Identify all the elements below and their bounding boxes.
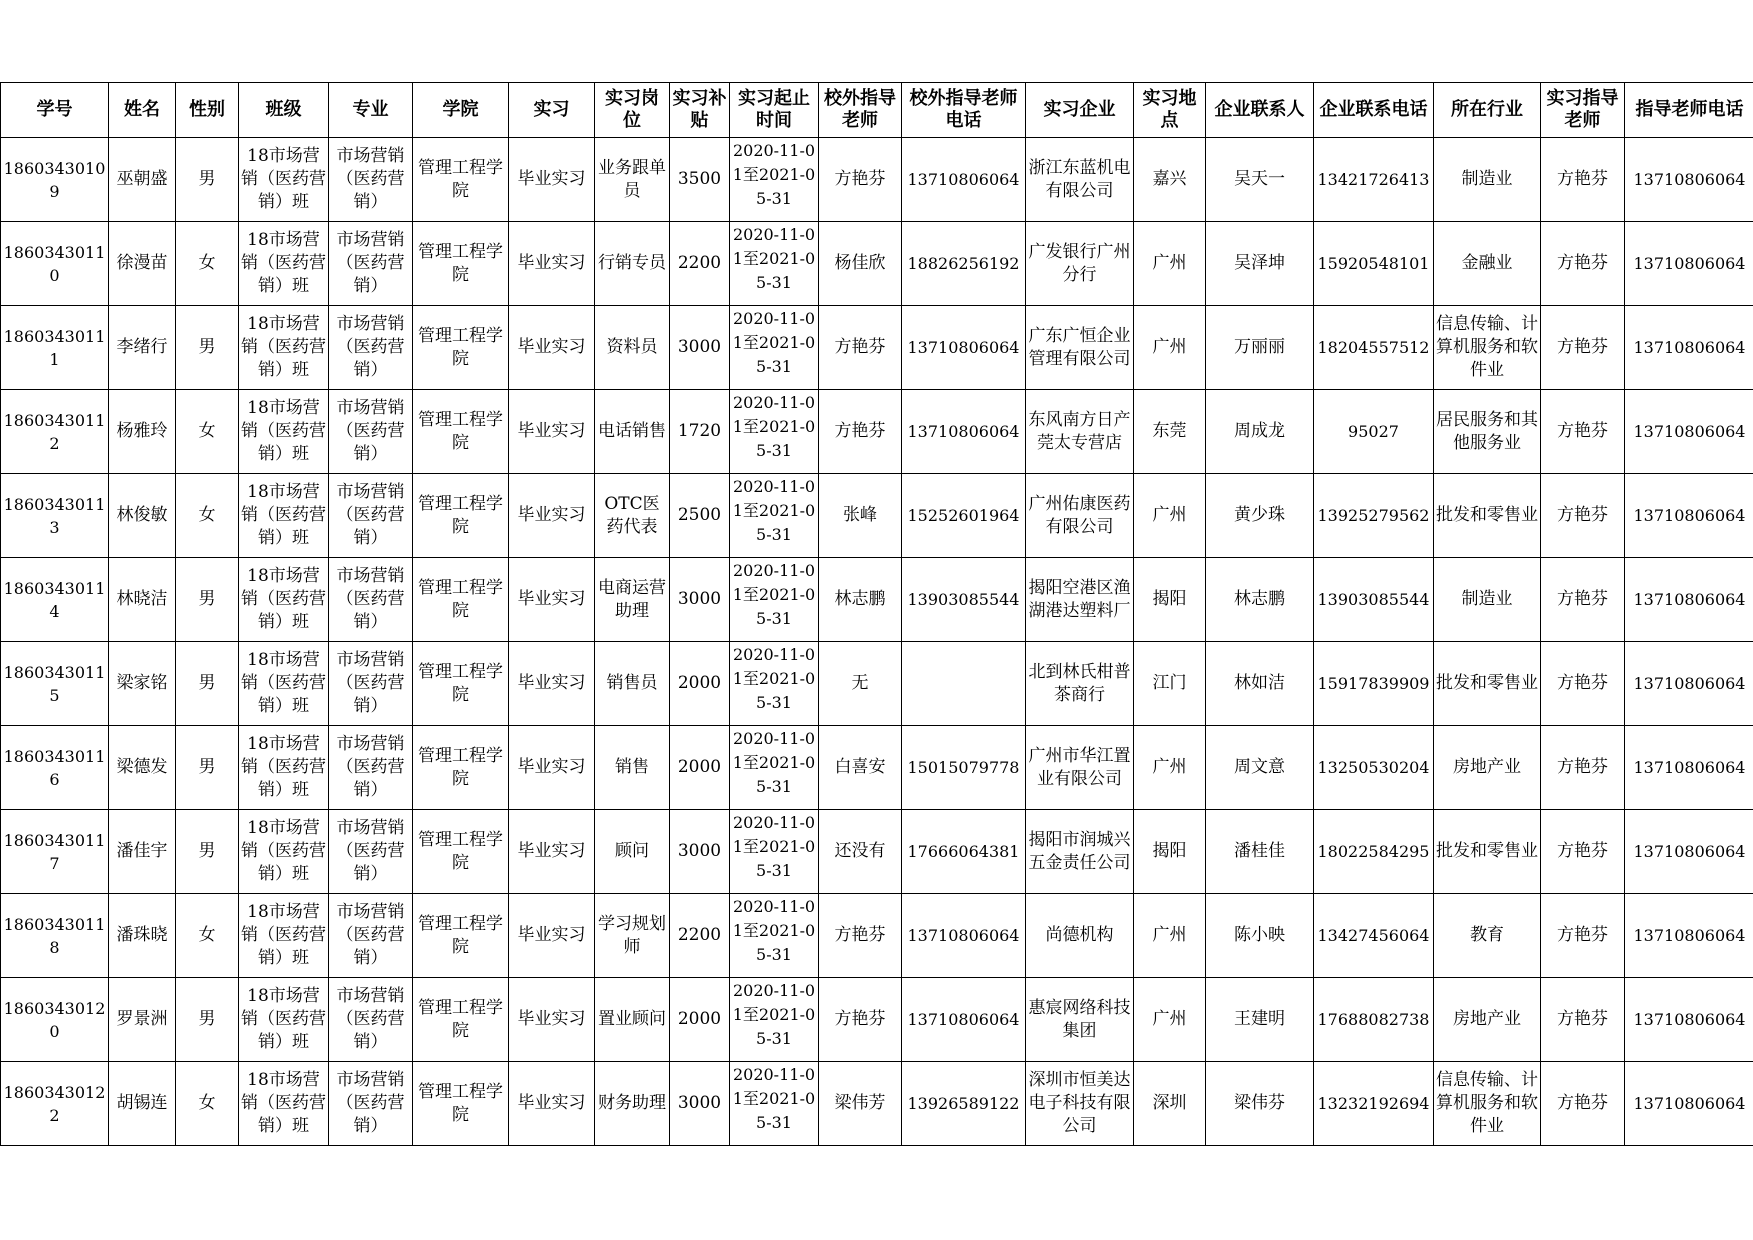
table-row [1, 306, 1753, 390]
cell-industry: 批发和零售业 [1434, 474, 1541, 558]
cell-college: 管理工程学院 [413, 558, 509, 642]
cell-advisor-phone: 13710806064 [1625, 222, 1753, 306]
cell-gender: 男 [176, 978, 239, 1062]
cell-period [730, 642, 819, 726]
cell-college: 管理工程学院 [413, 306, 509, 390]
period-text: 2020-11-01至2021-05-31 [732, 477, 816, 544]
cell-class: 18市场营销（医药营销）班 [239, 642, 329, 726]
table-row [1, 474, 1753, 558]
cell-location: 广州 [1134, 978, 1206, 1062]
cell-name: 梁德发 [109, 726, 176, 810]
cell-name: 潘珠晓 [109, 894, 176, 978]
cell-position: 业务跟单员 [595, 138, 670, 222]
cell-company: 北到林氏柑普茶商行 [1026, 642, 1134, 726]
cell-industry: 房地产业 [1434, 978, 1541, 1062]
cell-external-advisor: 张峰 [819, 474, 902, 558]
cell-name: 林俊敏 [109, 474, 176, 558]
cell-advisor-phone: 13710806064 [1625, 1062, 1753, 1146]
cell-subsidy: 3000 [670, 810, 730, 894]
cell-advisor: 方艳芬 [1541, 222, 1625, 306]
table-row [1, 894, 1753, 978]
column-header-period: 实习起止时间 [730, 83, 819, 138]
cell-advisor: 方艳芬 [1541, 558, 1625, 642]
cell-college: 管理工程学院 [413, 1062, 509, 1146]
period-text: 2020-11-01至2021-05-31 [732, 393, 816, 460]
column-header-external-advisor-phone: 校外指导老师电话 [902, 83, 1026, 138]
cell-position: 置业顾问 [595, 978, 670, 1062]
cell-external-advisor-phone: 13710806064 [902, 390, 1026, 474]
cell-gender: 男 [176, 810, 239, 894]
cell-company-phone: 13250530204 [1314, 726, 1434, 810]
cell-name: 李绪行 [109, 306, 176, 390]
cell-external-advisor: 方艳芬 [819, 894, 902, 978]
table-row [1, 558, 1753, 642]
cell-subsidy: 2000 [670, 726, 730, 810]
cell-company: 深圳市恒美达电子科技有限公司 [1026, 1062, 1134, 1146]
cell-major: 市场营销（医药营销） [329, 642, 413, 726]
table-row [1, 1062, 1753, 1146]
cell-location: 广州 [1134, 894, 1206, 978]
cell-external-advisor-phone: 13710806064 [902, 306, 1026, 390]
cell-industry: 教育 [1434, 894, 1541, 978]
cell-college: 管理工程学院 [413, 138, 509, 222]
cell-gender: 女 [176, 1062, 239, 1146]
cell-external-advisor: 方艳芬 [819, 306, 902, 390]
cell-advisor: 方艳芬 [1541, 894, 1625, 978]
column-header-gender: 性别 [176, 83, 239, 138]
cell-external-advisor-phone: 13926589122 [902, 1062, 1026, 1146]
cell-class: 18市场营销（医药营销）班 [239, 474, 329, 558]
cell-advisor-phone: 13710806064 [1625, 474, 1753, 558]
column-header-class: 班级 [239, 83, 329, 138]
period-text: 2020-11-01至2021-05-31 [732, 981, 816, 1048]
cell-college: 管理工程学院 [413, 810, 509, 894]
cell-major: 市场营销（医药营销） [329, 138, 413, 222]
cell-name: 巫朝盛 [109, 138, 176, 222]
cell-industry: 批发和零售业 [1434, 810, 1541, 894]
cell-company-phone: 15920548101 [1314, 222, 1434, 306]
cell-company-phone: 13421726413 [1314, 138, 1434, 222]
cell-external-advisor-phone: 15252601964 [902, 474, 1026, 558]
cell-class: 18市场营销（医药营销）班 [239, 138, 329, 222]
cell-college: 管理工程学院 [413, 474, 509, 558]
period-text: 2020-11-01至2021-05-31 [732, 1065, 816, 1132]
cell-position: 销售员 [595, 642, 670, 726]
column-header-location: 实习地点 [1134, 83, 1206, 138]
cell-class: 18市场营销（医药营销）班 [239, 726, 329, 810]
table-header-row [1, 83, 1753, 138]
cell-company: 广东广恒企业管理有限公司 [1026, 306, 1134, 390]
cell-location: 揭阳 [1134, 558, 1206, 642]
cell-company-phone: 95027 [1314, 390, 1434, 474]
cell-industry: 房地产业 [1434, 726, 1541, 810]
cell-advisor-phone: 13710806064 [1625, 978, 1753, 1062]
column-header-advisor: 实习指导老师 [1541, 83, 1625, 138]
cell-major: 市场营销（医药营销） [329, 810, 413, 894]
cell-major: 市场营销（医药营销） [329, 894, 413, 978]
cell-company: 广发银行广州分行 [1026, 222, 1134, 306]
cell-company: 广州佑康医药有限公司 [1026, 474, 1134, 558]
cell-major: 市场营销（医药营销） [329, 390, 413, 474]
cell-company: 东风南方日产莞太专营店 [1026, 390, 1134, 474]
column-header-student-id: 学号 [1, 83, 109, 138]
cell-gender: 女 [176, 222, 239, 306]
cell-position: 顾问 [595, 810, 670, 894]
cell-location: 嘉兴 [1134, 138, 1206, 222]
cell-position: 财务助理 [595, 1062, 670, 1146]
cell-company-contact: 潘桂佳 [1206, 810, 1314, 894]
cell-gender: 男 [176, 138, 239, 222]
cell-period [730, 558, 819, 642]
cell-major: 市场营销（医药营销） [329, 726, 413, 810]
cell-class: 18市场营销（医药营销）班 [239, 390, 329, 474]
cell-major: 市场营销（医药营销） [329, 222, 413, 306]
cell-external-advisor-phone: 13710806064 [902, 894, 1026, 978]
cell-period [730, 1062, 819, 1146]
column-header-company-phone: 企业联系电话 [1314, 83, 1434, 138]
cell-company: 浙江东蓝机电有限公司 [1026, 138, 1134, 222]
cell-student-id: 18603430113 [1, 474, 109, 558]
cell-company-contact: 王建明 [1206, 978, 1314, 1062]
column-header-subsidy: 实习补贴 [670, 83, 730, 138]
cell-company: 广州市华江置业有限公司 [1026, 726, 1134, 810]
cell-period [730, 810, 819, 894]
cell-period [730, 726, 819, 810]
cell-class: 18市场营销（医药营销）班 [239, 978, 329, 1062]
cell-subsidy: 2000 [670, 642, 730, 726]
column-header-college: 学院 [413, 83, 509, 138]
cell-external-advisor: 无 [819, 642, 902, 726]
cell-period [730, 978, 819, 1062]
cell-location: 江门 [1134, 642, 1206, 726]
cell-position: 销售 [595, 726, 670, 810]
cell-gender: 男 [176, 726, 239, 810]
cell-external-advisor: 方艳芬 [819, 390, 902, 474]
cell-internship-type: 毕业实习 [509, 726, 595, 810]
cell-company-phone: 13925279562 [1314, 474, 1434, 558]
cell-name: 潘佳宇 [109, 810, 176, 894]
cell-advisor: 方艳芬 [1541, 474, 1625, 558]
cell-industry: 制造业 [1434, 558, 1541, 642]
cell-student-id: 18603430122 [1, 1062, 109, 1146]
cell-internship-type: 毕业实习 [509, 894, 595, 978]
cell-period [730, 306, 819, 390]
cell-student-id: 18603430110 [1, 222, 109, 306]
cell-subsidy: 3000 [670, 558, 730, 642]
cell-period [730, 222, 819, 306]
cell-student-id: 18603430117 [1, 810, 109, 894]
cell-internship-type: 毕业实习 [509, 1062, 595, 1146]
cell-class: 18市场营销（医药营销）班 [239, 558, 329, 642]
cell-college: 管理工程学院 [413, 222, 509, 306]
cell-name: 胡锡连 [109, 1062, 176, 1146]
cell-external-advisor-phone: 18826256192 [902, 222, 1026, 306]
cell-internship-type: 毕业实习 [509, 138, 595, 222]
cell-advisor: 方艳芬 [1541, 1062, 1625, 1146]
cell-external-advisor-phone: 15015079778 [902, 726, 1026, 810]
cell-company-phone: 18204557512 [1314, 306, 1434, 390]
period-text: 2020-11-01至2021-05-31 [732, 897, 816, 964]
cell-name: 梁家铭 [109, 642, 176, 726]
cell-position: 电商运营助理 [595, 558, 670, 642]
cell-company-phone: 15917839909 [1314, 642, 1434, 726]
cell-student-id: 18603430109 [1, 138, 109, 222]
cell-internship-type: 毕业实习 [509, 306, 595, 390]
cell-company: 惠宸网络科技集团 [1026, 978, 1134, 1062]
cell-company: 尚德机构 [1026, 894, 1134, 978]
cell-external-advisor-phone: 17666064381 [902, 810, 1026, 894]
cell-period [730, 390, 819, 474]
cell-company-contact: 林如洁 [1206, 642, 1314, 726]
cell-company-phone: 17688082738 [1314, 978, 1434, 1062]
cell-position: 电话销售 [595, 390, 670, 474]
column-header-name: 姓名 [109, 83, 176, 138]
cell-industry: 金融业 [1434, 222, 1541, 306]
period-text: 2020-11-01至2021-05-31 [732, 561, 816, 628]
cell-student-id: 18603430115 [1, 642, 109, 726]
cell-company-phone: 13427456064 [1314, 894, 1434, 978]
cell-subsidy: 1720 [670, 390, 730, 474]
cell-subsidy: 2500 [670, 474, 730, 558]
cell-name: 徐漫苗 [109, 222, 176, 306]
table-body [1, 138, 1753, 1146]
period-text: 2020-11-01至2021-05-31 [732, 225, 816, 292]
cell-external-advisor-phone: 13710806064 [902, 138, 1026, 222]
table-row [1, 222, 1753, 306]
cell-advisor: 方艳芬 [1541, 642, 1625, 726]
cell-company-contact: 吴泽坤 [1206, 222, 1314, 306]
cell-internship-type: 毕业实习 [509, 474, 595, 558]
cell-advisor: 方艳芬 [1541, 810, 1625, 894]
cell-subsidy: 2000 [670, 978, 730, 1062]
cell-major: 市场营销（医药营销） [329, 474, 413, 558]
cell-position: 学习规划师 [595, 894, 670, 978]
cell-company-phone: 13232192694 [1314, 1062, 1434, 1146]
cell-location: 广州 [1134, 474, 1206, 558]
cell-student-id: 18603430118 [1, 894, 109, 978]
cell-advisor: 方艳芬 [1541, 138, 1625, 222]
cell-company-contact: 黄少珠 [1206, 474, 1314, 558]
cell-external-advisor: 白喜安 [819, 726, 902, 810]
cell-location: 揭阳 [1134, 810, 1206, 894]
cell-class: 18市场营销（医药营销）班 [239, 306, 329, 390]
table-row [1, 810, 1753, 894]
cell-external-advisor: 还没有 [819, 810, 902, 894]
cell-company-contact: 林志鹏 [1206, 558, 1314, 642]
cell-location: 东莞 [1134, 390, 1206, 474]
cell-company-contact: 梁伟芬 [1206, 1062, 1314, 1146]
cell-subsidy: 2200 [670, 222, 730, 306]
cell-external-advisor: 方艳芬 [819, 138, 902, 222]
cell-subsidy: 2200 [670, 894, 730, 978]
cell-name: 杨雅玲 [109, 390, 176, 474]
cell-external-advisor: 方艳芬 [819, 978, 902, 1062]
cell-gender: 女 [176, 894, 239, 978]
cell-advisor: 方艳芬 [1541, 726, 1625, 810]
cell-internship-type: 毕业实习 [509, 642, 595, 726]
cell-location: 深圳 [1134, 1062, 1206, 1146]
cell-college: 管理工程学院 [413, 894, 509, 978]
cell-student-id: 18603430111 [1, 306, 109, 390]
cell-advisor-phone: 13710806064 [1625, 390, 1753, 474]
cell-major: 市场营销（医药营销） [329, 978, 413, 1062]
cell-subsidy: 3500 [670, 138, 730, 222]
column-header-internship-type: 实习 [509, 83, 595, 138]
cell-external-advisor-phone: 13710806064 [902, 978, 1026, 1062]
table-row [1, 978, 1753, 1062]
cell-gender: 男 [176, 642, 239, 726]
cell-location: 广州 [1134, 306, 1206, 390]
cell-college: 管理工程学院 [413, 642, 509, 726]
column-header-position: 实习岗位 [595, 83, 670, 138]
cell-advisor-phone: 13710806064 [1625, 810, 1753, 894]
cell-external-advisor-phone [902, 642, 1026, 726]
period-text: 2020-11-01至2021-05-31 [732, 141, 816, 208]
internship-table [0, 82, 1753, 1146]
cell-industry: 批发和零售业 [1434, 642, 1541, 726]
cell-company-contact: 周成龙 [1206, 390, 1314, 474]
table-row [1, 726, 1753, 810]
cell-student-id: 18603430120 [1, 978, 109, 1062]
cell-company-phone: 18022584295 [1314, 810, 1434, 894]
cell-company-contact: 周文意 [1206, 726, 1314, 810]
cell-location: 广州 [1134, 726, 1206, 810]
cell-internship-type: 毕业实习 [509, 810, 595, 894]
cell-subsidy: 3000 [670, 306, 730, 390]
cell-company: 揭阳市润城兴五金责任公司 [1026, 810, 1134, 894]
cell-company: 揭阳空港区渔湖港达塑料厂 [1026, 558, 1134, 642]
cell-external-advisor: 林志鹏 [819, 558, 902, 642]
column-header-industry: 所在行业 [1434, 83, 1541, 138]
cell-advisor: 方艳芬 [1541, 390, 1625, 474]
cell-internship-type: 毕业实习 [509, 222, 595, 306]
cell-major: 市场营销（医药营销） [329, 306, 413, 390]
cell-major: 市场营销（医药营销） [329, 1062, 413, 1146]
cell-company-phone: 13903085544 [1314, 558, 1434, 642]
cell-company-contact: 吴天一 [1206, 138, 1314, 222]
cell-internship-type: 毕业实习 [509, 558, 595, 642]
cell-position: 行销专员 [595, 222, 670, 306]
cell-location: 广州 [1134, 222, 1206, 306]
column-header-advisor-phone: 指导老师电话 [1625, 83, 1753, 138]
cell-class: 18市场营销（医药营销）班 [239, 894, 329, 978]
period-text: 2020-11-01至2021-05-31 [732, 729, 816, 796]
cell-period [730, 138, 819, 222]
cell-advisor: 方艳芬 [1541, 306, 1625, 390]
column-header-company-contact: 企业联系人 [1206, 83, 1314, 138]
cell-external-advisor: 梁伟芳 [819, 1062, 902, 1146]
cell-student-id: 18603430116 [1, 726, 109, 810]
cell-company-contact: 万丽丽 [1206, 306, 1314, 390]
cell-advisor-phone: 13710806064 [1625, 642, 1753, 726]
cell-internship-type: 毕业实习 [509, 978, 595, 1062]
cell-class: 18市场营销（医药营销）班 [239, 1062, 329, 1146]
period-text: 2020-11-01至2021-05-31 [732, 309, 816, 376]
cell-class: 18市场营销（医药营销）班 [239, 810, 329, 894]
cell-period [730, 474, 819, 558]
cell-period [730, 894, 819, 978]
cell-industry: 信息传输、计算机服务和软件业 [1434, 1062, 1541, 1146]
column-header-company: 实习企业 [1026, 83, 1134, 138]
cell-position: 资料员 [595, 306, 670, 390]
cell-external-advisor: 杨佳欣 [819, 222, 902, 306]
cell-college: 管理工程学院 [413, 978, 509, 1062]
cell-advisor-phone: 13710806064 [1625, 726, 1753, 810]
cell-advisor-phone: 13710806064 [1625, 306, 1753, 390]
period-text: 2020-11-01至2021-05-31 [732, 645, 816, 712]
cell-advisor-phone: 13710806064 [1625, 138, 1753, 222]
table-row [1, 642, 1753, 726]
period-text: 2020-11-01至2021-05-31 [732, 813, 816, 880]
cell-advisor: 方艳芬 [1541, 978, 1625, 1062]
cell-industry: 居民服务和其他服务业 [1434, 390, 1541, 474]
cell-college: 管理工程学院 [413, 390, 509, 474]
cell-position: OTC医药代表 [595, 474, 670, 558]
cell-name: 罗景洲 [109, 978, 176, 1062]
cell-subsidy: 3000 [670, 1062, 730, 1146]
table-row [1, 138, 1753, 222]
cell-industry: 制造业 [1434, 138, 1541, 222]
cell-gender: 女 [176, 390, 239, 474]
cell-advisor-phone: 13710806064 [1625, 894, 1753, 978]
cell-gender: 男 [176, 558, 239, 642]
cell-advisor-phone: 13710806064 [1625, 558, 1753, 642]
table-row [1, 390, 1753, 474]
cell-external-advisor-phone: 13903085544 [902, 558, 1026, 642]
column-header-major: 专业 [329, 83, 413, 138]
cell-name: 林晓洁 [109, 558, 176, 642]
cell-gender: 男 [176, 306, 239, 390]
cell-student-id: 18603430114 [1, 558, 109, 642]
cell-class: 18市场营销（医药营销）班 [239, 222, 329, 306]
cell-student-id: 18603430112 [1, 390, 109, 474]
cell-industry: 信息传输、计算机服务和软件业 [1434, 306, 1541, 390]
cell-college: 管理工程学院 [413, 726, 509, 810]
column-header-external-advisor: 校外指导老师 [819, 83, 902, 138]
cell-gender: 女 [176, 474, 239, 558]
cell-company-contact: 陈小映 [1206, 894, 1314, 978]
cell-major: 市场营销（医药营销） [329, 558, 413, 642]
cell-internship-type: 毕业实习 [509, 390, 595, 474]
